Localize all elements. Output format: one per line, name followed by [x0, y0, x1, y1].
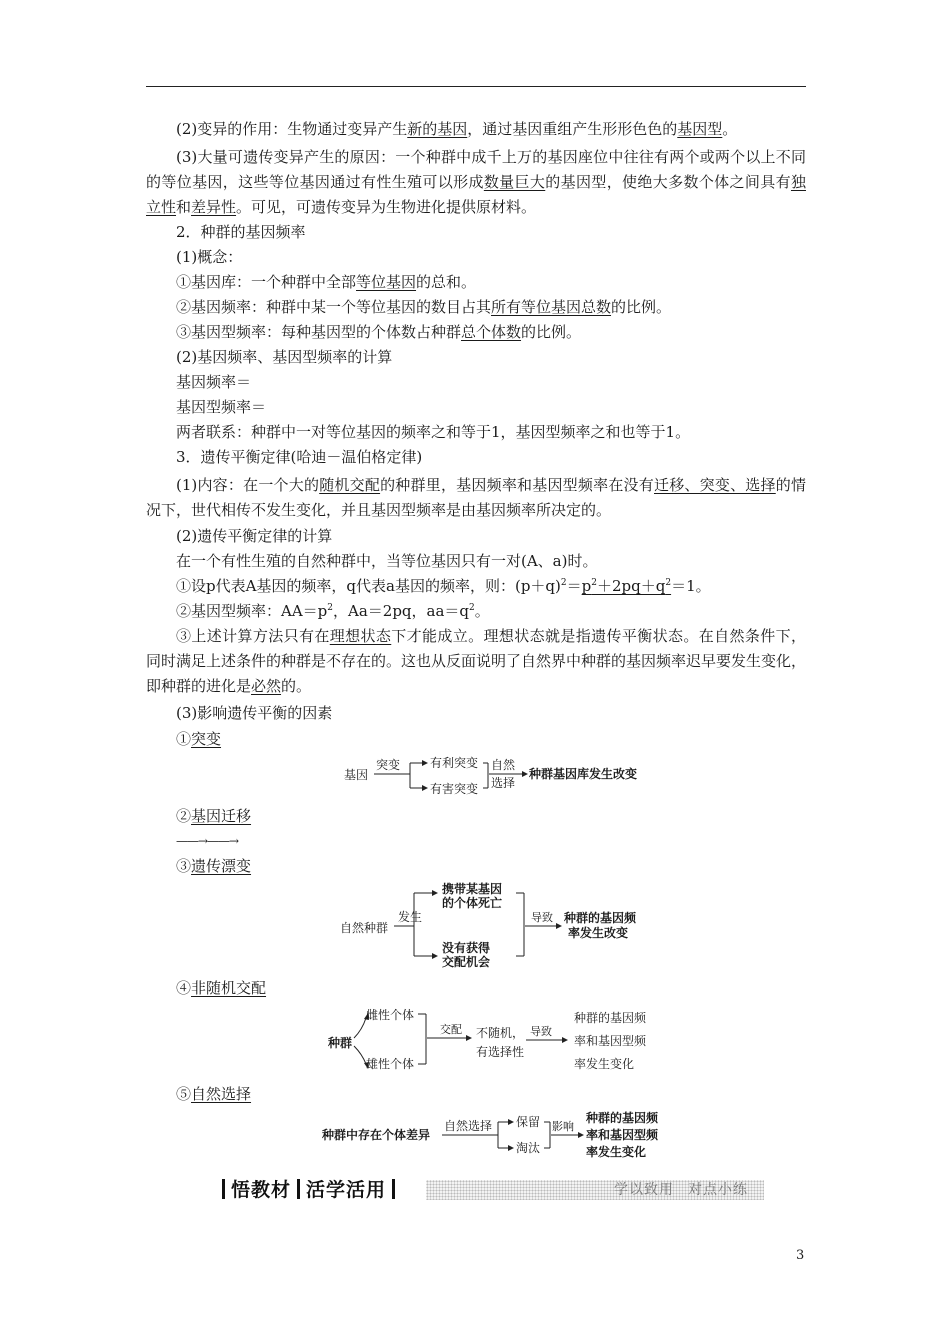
d1-gene: 基因 [344, 768, 369, 782]
factor-natural-selection: ⑤自然选择 [176, 1085, 252, 1103]
d5-r1: 种群的基因频 [586, 1111, 659, 1125]
d5-ns: 自然选择 [444, 1119, 493, 1133]
d3-lead: 导致 [531, 911, 553, 924]
law-calc-title: (2)遗传平衡定律的计算 [176, 527, 333, 545]
band-title-right: 活学活用 [306, 1179, 387, 1201]
d3-b2: 交配机会 [442, 955, 491, 969]
diagram-nonrandom [322, 1004, 662, 1076]
band-tag-2: 对点小练 [688, 1182, 748, 1198]
section-heading-2: 2．种群的基因频率 [176, 223, 306, 241]
concept-gene-pool: ①基因库：一个种群中全部等位基因的总和。 [176, 273, 477, 291]
d3-occur: 发生 [398, 910, 423, 924]
d3-b1: 没有获得 [442, 941, 491, 955]
concept-label: (1)概念： [176, 248, 243, 266]
para-variation-role: (2)变异的作用：生物通过变异产生新的基因，通过基因重组产生形形色色的基因型。 [176, 120, 738, 138]
d3-r2: 率发生改变 [568, 926, 629, 940]
factor-nonrandom-mating: ④非随机交配 [176, 979, 267, 997]
formula-2: ②基因型频率：$AA=p^2$，Aa＝2pq，$aa=q^2$。 [176, 602, 490, 620]
section-heading-3: 3．遗传平衡定律(哈迪－温伯格定律) [176, 448, 423, 466]
header-rule [146, 86, 806, 87]
law-calc-intro: 在一个有性生殖的自然种群中，当等位基因只有一对(A、a)时。 [176, 552, 598, 570]
d4-lead: 导致 [530, 1025, 552, 1038]
d3-a2: 的个体死亡 [442, 896, 503, 910]
d5-r2: 率和基因型频 [586, 1128, 659, 1142]
formula-1: ①设p代表A基因的频率，q代表a基因的频率，则：$(p+q)^2=p^2+2pq+q^2=1$。 [176, 577, 711, 595]
d5-affect: 影响 [552, 1120, 574, 1133]
band-title [222, 1175, 395, 1205]
factor-drift: ③遗传漂变 [176, 857, 252, 875]
d4-pop: 种群 [328, 1036, 353, 1050]
formula-3: ③上述计算方法只有在理想状态下才能成立。理想状态就是指遗传平衡状态。在自然条件下，同时满足上述条件的种群是不存在的。这也从反面说明了自然界中种群的基因频率迟早要发生变化，即种群的进化是必然的。 [146, 627, 807, 695]
diagram-migration-arrows: ——→——→ [176, 834, 239, 848]
d4-r3: 率发生变化 [574, 1057, 635, 1071]
calc-genotype-frequency: 基因型频率＝ [176, 398, 267, 416]
factors-title: (3)影响遗传平衡的因素 [176, 704, 333, 722]
d1-ns2: 选择 [491, 776, 516, 790]
factor-mutation: ①突变 [176, 730, 222, 748]
d3-r1: 种群的基因频 [564, 911, 637, 925]
d3-pop: 自然种群 [340, 921, 389, 935]
diagram-mutation [338, 752, 648, 802]
diagram-drift [336, 880, 656, 972]
factor-migration: ②基因迁移 [176, 807, 252, 825]
band-title-left: 悟教材 [231, 1179, 292, 1201]
d4-male: 雄性个体 [366, 1057, 415, 1071]
calc-gene-frequency: 基因频率＝ [176, 373, 252, 391]
d4-r2: 率和基因型频 [574, 1034, 647, 1048]
d5-elim: 淘汰 [516, 1141, 541, 1155]
d5-src: 种群中存在个体差异 [322, 1128, 431, 1142]
d1-mutation-label: 突变 [376, 758, 401, 772]
d4-r1: 种群的基因频 [574, 1011, 647, 1025]
d4-nr2: 有选择性 [476, 1045, 525, 1059]
diagram-natural-selection [320, 1108, 670, 1164]
law-content: (1)内容：在一个大的随机交配的种群里，基因频率和基因型频率在没有迁移、突变、选择的情况下，世代相传不发生变化，并且基因型频率是由基因频率所决定的。 [146, 476, 806, 519]
band-tag-1: 学以致用 [614, 1182, 674, 1198]
d1-bad: 有害突变 [430, 782, 479, 796]
d5-r3: 率发生变化 [586, 1145, 647, 1159]
relation-text: 两者联系：种群中一对等位基因的频率之和等于1，基因型频率之和也等于1。 [176, 423, 691, 441]
d1-good: 有利突变 [430, 756, 479, 770]
para-variation-cause: (3)大量可遗传变异产生的原因：一个种群中成千上万的基因座位中往往有两个或两个以上不同的等位基因，这些等位基因通过有性生殖可以形成数量巨大的基因型，使绝大多数个体之间具有独立性和差异性。可见，可遗传变异为生物进化提供原材料。 [146, 148, 806, 216]
concept-genotype-frequency: ③基因型频率：每种基因型的个体数占种群总个体数的比例。 [176, 323, 582, 341]
d1-ns1: 自然 [491, 758, 516, 772]
page-number: 3 [796, 1248, 805, 1263]
calc-title: (2)基因频率、基因型频率的计算 [176, 348, 393, 366]
d3-a1: 携带某基因 [442, 882, 503, 896]
d4-female: 雌性个体 [366, 1008, 415, 1022]
d4-nr1: 不随机， [476, 1026, 525, 1040]
concept-gene-frequency: ②基因频率：种群中某一个等位基因的数目占其所有等位基因总数的比例。 [176, 298, 672, 316]
section-band [222, 1175, 764, 1205]
d5-keep: 保留 [516, 1115, 541, 1129]
band-tags [614, 1180, 748, 1200]
d1-result: 种群基因库发生改变 [529, 767, 638, 781]
d4-mate: 交配 [440, 1023, 462, 1036]
